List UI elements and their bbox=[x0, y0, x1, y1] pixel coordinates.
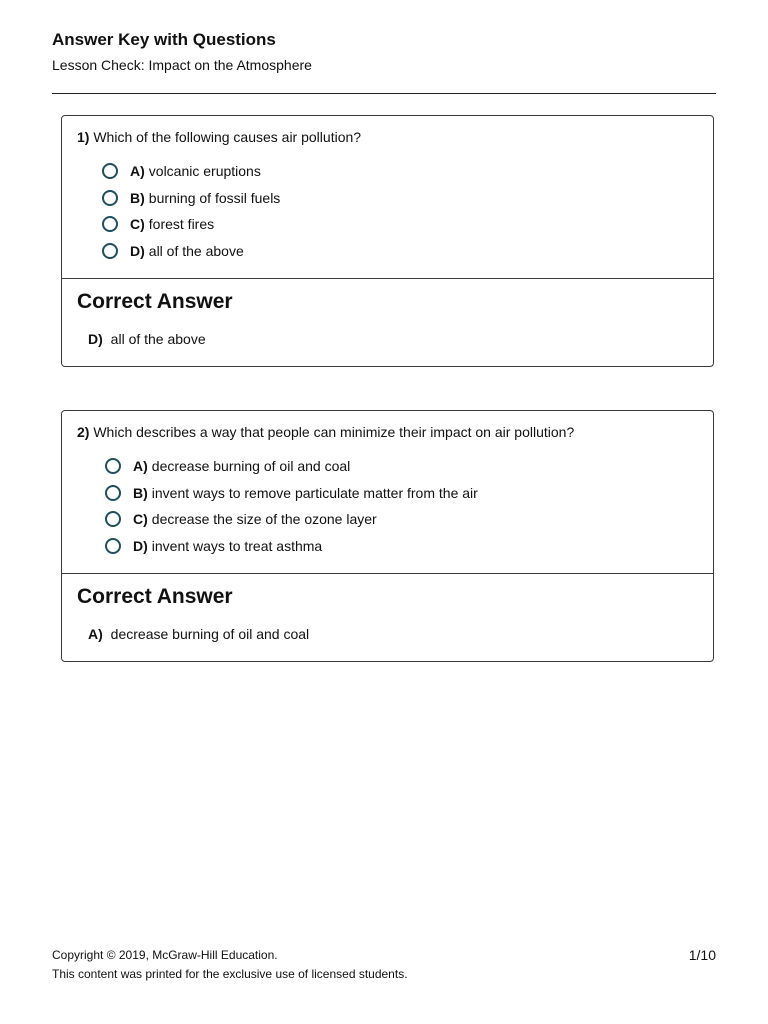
option-b[interactable] bbox=[102, 185, 280, 212]
option-c[interactable] bbox=[105, 506, 478, 533]
option-letter: A) bbox=[133, 458, 148, 475]
option-letter: A) bbox=[130, 163, 145, 180]
option-letter: C) bbox=[130, 216, 145, 233]
answer-letter: A) bbox=[88, 626, 103, 642]
correct-answer-value bbox=[88, 330, 206, 348]
option-text: decrease burning of oil and coal bbox=[151, 458, 351, 475]
radio-button-icon[interactable] bbox=[102, 243, 118, 259]
page-number: 1/10 bbox=[688, 947, 716, 963]
radio-button-icon[interactable] bbox=[105, 458, 121, 474]
document-header bbox=[52, 30, 716, 74]
question-number: 2) bbox=[77, 424, 90, 440]
option-c[interactable] bbox=[102, 211, 280, 238]
correct-answer-section bbox=[62, 574, 713, 662]
question-prompt bbox=[77, 128, 361, 146]
option-text: all of the above bbox=[148, 242, 244, 259]
header-divider bbox=[52, 93, 716, 94]
document-title: Answer Key with Questions bbox=[52, 30, 276, 49]
answer-text: decrease burning of oil and coal bbox=[110, 626, 310, 642]
option-text: invent ways to treat asthma bbox=[151, 537, 323, 554]
option-letter: B) bbox=[130, 189, 145, 206]
radio-button-icon[interactable] bbox=[105, 485, 121, 501]
answer-options bbox=[102, 158, 280, 264]
question-card-1 bbox=[61, 115, 714, 367]
option-d[interactable] bbox=[102, 238, 280, 265]
option-text: burning of fossil fuels bbox=[148, 189, 281, 206]
option-letter: D) bbox=[133, 537, 148, 554]
correct-answer-section bbox=[62, 279, 713, 367]
option-text: invent ways to remove particulate matter from the air bbox=[151, 484, 478, 501]
correct-answer-heading: Correct Answer bbox=[77, 585, 233, 608]
option-letter: B) bbox=[133, 484, 148, 501]
correct-answer-value bbox=[88, 625, 309, 643]
option-text: decrease the size of the ozone layer bbox=[151, 511, 377, 528]
question-text: Which describes a way that people can minimize their impact on air pollution? bbox=[93, 424, 575, 440]
option-b[interactable] bbox=[105, 480, 478, 507]
question-prompt bbox=[77, 423, 574, 441]
question-section bbox=[62, 411, 713, 574]
question-section bbox=[62, 116, 713, 279]
question-card-2 bbox=[61, 410, 714, 662]
answer-text: all of the above bbox=[110, 331, 206, 347]
question-text: Which of the following causes air pollution? bbox=[93, 129, 362, 145]
radio-button-icon[interactable] bbox=[105, 511, 121, 527]
option-text: volcanic eruptions bbox=[148, 163, 261, 180]
copyright-notice: Copyright © 2019, McGraw-Hill Education. bbox=[52, 948, 278, 962]
answer-options bbox=[105, 453, 478, 559]
lesson-subtitle: Lesson Check: Impact on the Atmosphere bbox=[52, 57, 312, 73]
option-a[interactable] bbox=[105, 453, 478, 480]
option-letter: C) bbox=[133, 511, 148, 528]
radio-button-icon[interactable] bbox=[102, 216, 118, 232]
option-a[interactable] bbox=[102, 158, 280, 185]
option-d[interactable] bbox=[105, 533, 478, 560]
radio-button-icon[interactable] bbox=[102, 190, 118, 206]
option-letter: D) bbox=[130, 242, 145, 259]
radio-button-icon[interactable] bbox=[102, 163, 118, 179]
question-number: 1) bbox=[77, 129, 90, 145]
answer-letter: D) bbox=[88, 331, 103, 347]
radio-button-icon[interactable] bbox=[105, 538, 121, 554]
license-note: This content was printed for the exclusive use of licensed students. bbox=[52, 967, 408, 981]
correct-answer-heading: Correct Answer bbox=[77, 290, 233, 313]
option-text: forest fires bbox=[148, 216, 215, 233]
